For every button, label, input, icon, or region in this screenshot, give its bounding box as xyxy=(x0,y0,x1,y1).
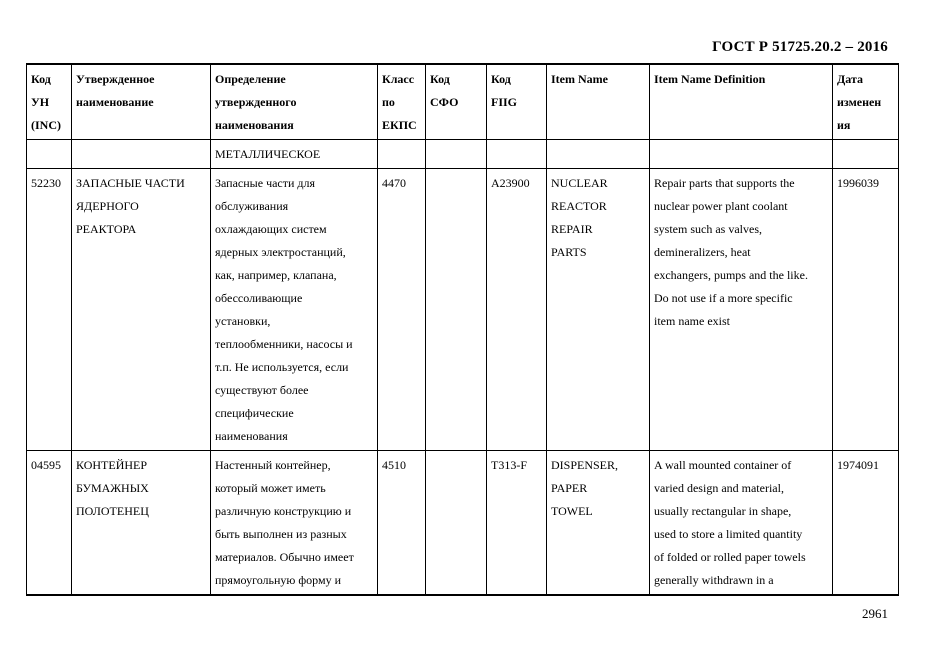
table-cell xyxy=(378,140,426,169)
table-header-row xyxy=(27,64,899,140)
catalog-table xyxy=(26,63,899,596)
page-number: 2961 xyxy=(862,606,888,621)
change-date: 1974091 xyxy=(833,451,899,596)
name-definition: Запасные части для обслуживания охлаждающих систем ядерных электростанций, как, например, клапана, обессоливающие установки, теплообменники, насосы и т.п. Не используется, если существуют более специфические наименования xyxy=(211,169,378,451)
table-cell xyxy=(487,140,547,169)
inc-code: 52230 xyxy=(27,169,72,451)
ekps-class: 4470 xyxy=(378,169,426,451)
col-header-inc: Код УН (INC) xyxy=(27,64,72,140)
col-header-definition: Определение утвержденного наименования xyxy=(211,64,378,140)
table-cell xyxy=(547,140,650,169)
table-cell xyxy=(650,140,833,169)
table-cell xyxy=(27,140,72,169)
col-header-item-name: Item Name xyxy=(547,64,650,140)
change-date: 1996039 xyxy=(833,169,899,451)
table-row xyxy=(27,451,899,596)
col-header-name: Утвержденное наименование xyxy=(72,64,211,140)
col-header-sfo: Код СФО xyxy=(426,64,487,140)
ekps-class: 4510 xyxy=(378,451,426,596)
table-row xyxy=(27,169,899,451)
sfo-code xyxy=(426,169,487,451)
item-name-definition: Repair parts that supports the nuclear power plant coolant system such as valves, demineralizers, heat exchangers, pumps and the like. Do not use if a more specific item name exist xyxy=(650,169,833,451)
item-name-definition: A wall mounted container of varied design and material, usually rectangular in shape, used to store a limited quantity of folded or rolled paper towels generally withdrawn in a xyxy=(650,451,833,596)
document-header: ГОСТ Р 51725.20.2 – 2016 xyxy=(712,39,888,55)
item-name: NUCLEAR REACTOR REPAIR PARTS xyxy=(547,169,650,451)
inc-code: 04595 xyxy=(27,451,72,596)
approved-name: ЗАПАСНЫЕ ЧАСТИ ЯДЕРНОГО РЕАКТОРА xyxy=(72,169,211,451)
table-cell: МЕТАЛЛИЧЕСКОЕ xyxy=(211,140,378,169)
fiig-code: T313-F xyxy=(487,451,547,596)
table-cell xyxy=(426,140,487,169)
table-cell xyxy=(72,140,211,169)
table-cell xyxy=(833,140,899,169)
fiig-code: A23900 xyxy=(487,169,547,451)
approved-name: КОНТЕЙНЕР БУМАЖНЫХ ПОЛОТЕНЕЦ xyxy=(72,451,211,596)
item-name: DISPENSER, PAPER TOWEL xyxy=(547,451,650,596)
col-header-date: Дата изменен ия xyxy=(833,64,899,140)
sfo-code xyxy=(426,451,487,596)
name-definition: Настенный контейнер, который может иметь различную конструкцию и быть выполнен из разных материалов. Обычно имеет прямоугольную форму и xyxy=(211,451,378,596)
table-row-continuation xyxy=(27,140,899,169)
col-header-item-definition: Item Name Definition xyxy=(650,64,833,140)
col-header-class: Класс по ЕКПС xyxy=(378,64,426,140)
col-header-fiig: Код FIIG xyxy=(487,64,547,140)
